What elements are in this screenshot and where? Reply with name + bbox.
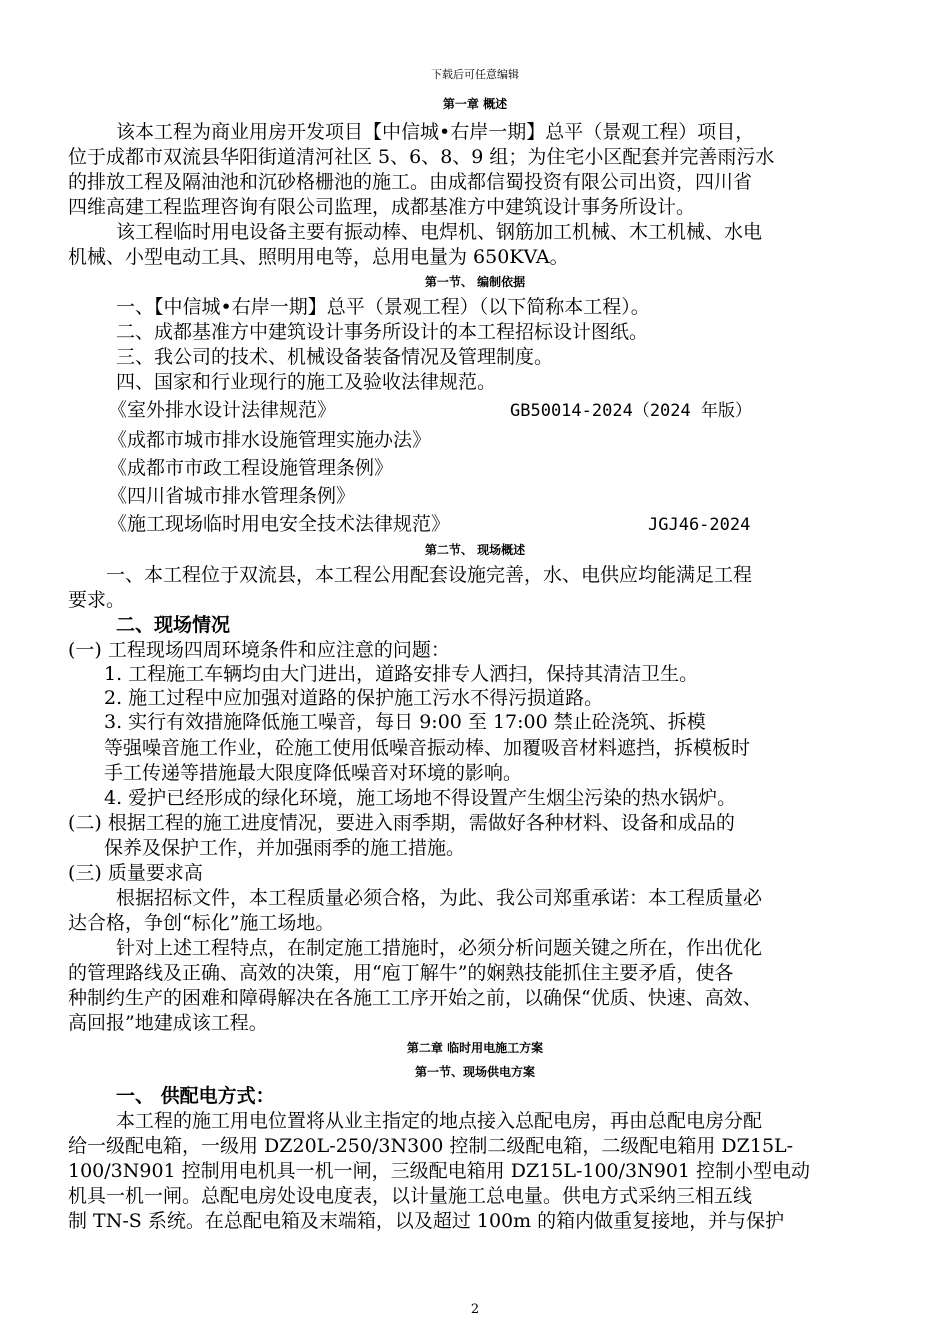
paragraph-line: 高回报”地建成该工程。 [68,1012,268,1034]
paragraph-line: 位于成都市双流县华阳街道清河社区 5、6、8、9 组；为住宅小区配套并完善雨污水 [68,146,775,168]
paragraph-line: 的管理路线及正确、高效的决策，用“庖丁解牛”的娴熟技能抓住主要矛盾，使各 [68,962,734,984]
subsection-title: 一、 供配电方式： [116,1085,275,1107]
page-number: 2 [470,1302,480,1317]
paragraph-line: 针对上述工程特点，在制定施工措施时，必须分析问题关键之所在，作出优化 [116,937,763,959]
list-item: (二) 根据工程的施工进度情况，要进入雨季期，需做好各种材料、设备和成品的 [68,812,735,834]
list-item: 4. 爱护已经形成的绿化环境，施工场地不得设置产生烟尘污染的热水锅炉。 [104,787,737,809]
paragraph-line: 制 TN-S 系统。在总配电箱及末端箱，以及超过 100m 的箱内做重复接地，并与保护 [68,1210,785,1232]
paragraph-line: 给一级配电箱，一级用 DZ20L-250/3N300 控制二级配电箱，二级配电箱用 DZ15L- [68,1135,794,1157]
subsection-title: 二、现场情况 [116,614,231,636]
paragraph-line: 100/3N901 控制用电机具一机一闸，三级配电箱用 DZ15L-100/3N901 控制小型电动 [68,1160,811,1182]
list-item: 一、【中信城•右岸一期】总平（景观工程）（以下简称本工程）。 [116,296,650,318]
list-item: 二、成都基准方中建筑设计事务所设计的本工程招标设计图纸。 [116,321,649,343]
paragraph-line: 等强噪音施工作业，砼施工使用低噪音振动棒、加覆吸音材料遮挡，拆模板时 [104,737,751,759]
paragraph-line: 手工传递等措施最大限度降低噪音对环境的影响。 [104,762,523,784]
list-item: 1. 工程施工车辆均由大门进出，道路安排专人洒扫，保持其清洁卫生。 [104,663,699,685]
paragraph-line: 达合格，争创“标化”施工场地。 [68,912,335,934]
header-note: 下载后可任意编辑 [431,68,519,81]
standard-name: 《成都市市政工程设施管理条例》 [108,457,394,479]
paragraph-line: 本工程的施工用电位置将从业主指定的地点接入总配电房，再由总配电房分配 [116,1110,763,1132]
list-item: 3. 实行有效措施降低施工噪音，每日 9:00 至 17:00 禁止砼浇筑、拆模 [104,711,706,733]
chapter-1-title: 第一章 概述 [442,97,508,111]
paragraph-line: 该本工程为商业用房开发项目【中信城•右岸一期】总平（景观工程）项目， [116,121,755,143]
standard-name: 《施工现场临时用电安全技术法律规范》 [108,513,451,535]
standard-code: GB50014-2024（2024 年版） [510,401,752,421]
list-item: (三) 质量要求高 [68,862,203,884]
paragraph-line: 该工程临时用电设备主要有振动棒、电焊机、钢筋加工机械、木工机械、水电 [116,221,763,243]
standard-name: 《室外排水设计法律规范》 [108,399,337,421]
list-item: 三、我公司的技术、机械设备装备情况及管理制度。 [116,346,554,368]
list-item: 2. 施工过程中应加强对道路的保护施工污水不得污损道路。 [104,687,604,709]
paragraph-line: 一、本工程位于双流县，本工程公用配套设施完善，水、电供应均能满足工程 [106,564,753,586]
paragraph-line: 机具一机一闸。总配电房处设电度表，以计量施工总电量。供电方式采纳三相五线 [68,1185,753,1207]
chapter-2-title: 第二章 临时用电施工方案 [406,1041,544,1055]
paragraph-line: 种制约生产的困难和障碍解决在各施工工序开始之前，以确保“优质、快速、高效、 [68,987,762,1009]
paragraph-line: 机械、小型电动工具、照明用电等，总用电量为 650KVA。 [68,246,569,268]
section-title-basis: 第一节、 编制依据 [424,275,526,289]
standard-name: 《成都市城市排水设施管理实施办法》 [108,429,432,451]
list-item: 四、国家和行业现行的施工及验收法律规范。 [116,371,497,393]
paragraph-line: 要求。 [68,589,126,611]
standard-name: 《四川省城市排水管理条例》 [108,485,356,507]
paragraph-line: 四维高建工程监理咨询有限公司监理，成都基准方中建筑设计事务所设计。 [68,196,696,218]
section-title-site: 第二节、 现场概述 [424,543,526,557]
paragraph-line: 的排放工程及隔油池和沉砂格栅池的施工。由成都信蜀投资有限公司出资，四川省 [68,171,753,193]
section-title-supply: 第一节、现场供电方案 [414,1065,535,1079]
paragraph-line: 保养及保护工作，并加强雨季的施工措施。 [104,837,466,859]
standard-code: JGJ46-2024 [648,515,751,535]
paragraph-line: 根据招标文件，本工程质量必须合格，为此、我公司郑重承诺：本工程质量必 [116,887,763,909]
list-item: (一) 工程现场四周环境条件和应注意的问题： [68,639,450,661]
